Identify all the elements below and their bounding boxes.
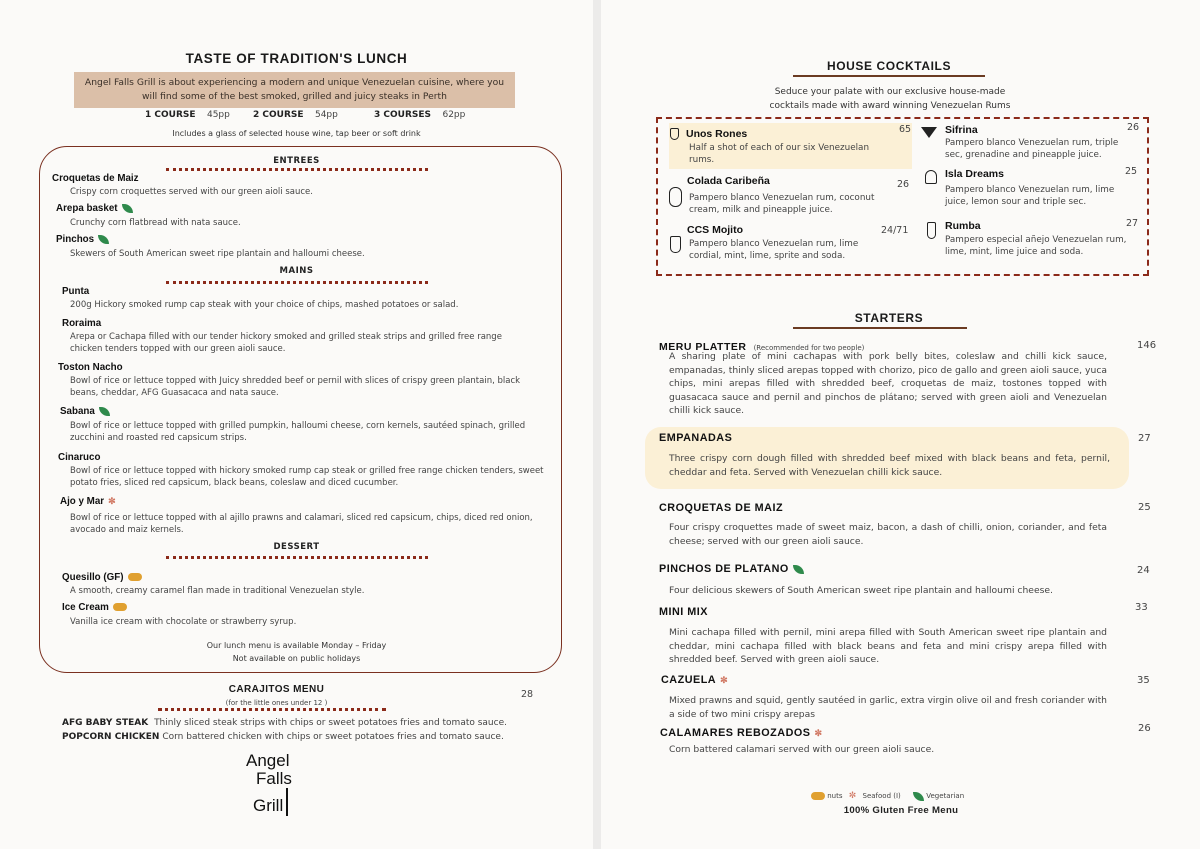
shrimp-icon: ✼ [814, 727, 823, 738]
main-name: Sabana [60, 406, 95, 417]
main-name: Cinaruco [58, 452, 101, 463]
right-menu-page [601, 0, 1200, 849]
main-name: Ajo y Mar [60, 496, 105, 508]
legend-nuts: nuts [827, 792, 843, 800]
entree-item-arepa [56, 203, 133, 214]
course-2 [253, 110, 338, 120]
course-label: 3 COURSES [374, 110, 432, 120]
cocktail-price: 25 [1125, 166, 1138, 177]
starter-price: 33 [1135, 602, 1148, 613]
logo-waterfall-line [286, 788, 288, 816]
starter-name: CAZUELA [661, 674, 717, 686]
course-label: 2 COURSE [253, 110, 304, 120]
starter-name: PINCHOS DE PLATANO [659, 563, 789, 575]
martini-icon [921, 127, 937, 138]
cocktail-desc: Pampero blanco Venezuelan rum, triple sec, grenadine and pineapple juice. [945, 138, 1119, 161]
divider [166, 168, 428, 171]
entree-desc: Skewers of South American sweet ripe plantain and halloumi cheese. [70, 249, 365, 259]
pineapple-icon [669, 187, 682, 207]
shot-glass-icon [670, 128, 679, 140]
lunch-title: TASTE OF TRADITION'S LUNCH [185, 51, 408, 66]
starters-title: STARTERS [854, 311, 924, 325]
starter-item-pinchos [659, 563, 804, 575]
entrees-heading: ENTREES [273, 156, 320, 166]
cocktail-price: 24/71 [881, 225, 909, 236]
dessert-name: Quesillo (GF) [62, 572, 124, 583]
cocktail-name: Sifrina [945, 124, 978, 136]
nuts-icon [128, 573, 142, 581]
cocktail-price: 26 [1127, 122, 1140, 133]
dietary-legend [811, 791, 964, 801]
includes-text: Includes a glass of selected house wine, tap beer or soft drink [172, 129, 421, 138]
starter-price: 25 [1138, 502, 1151, 513]
dessert-desc: A smooth, creamy caramel flan made in traditional Venezuelan style. [70, 586, 365, 596]
entree-name: Pinchos [56, 234, 95, 245]
cocktail-desc: Pampero blanco Venezuelan rum, coconut cream, milk and pineapple juice. [689, 193, 875, 216]
shrimp-icon: ✼ [848, 791, 857, 801]
kids-item-desc: Thinly sliced steak strips with chips or sweet potatoes fries and tomato sauce. [154, 718, 507, 728]
kids-menu-title: CARAJITOS MENU [228, 684, 325, 695]
main-name: Punta [62, 286, 90, 297]
intro-text: Angel Falls Grill is about experiencing a modern and unique Venezuelan cuisine, where you will find some of the best smoked, grilled and juicy steaks in Perth [74, 72, 515, 108]
entree-name: Croquetas de Maiz [52, 173, 139, 184]
nuts-icon [113, 603, 127, 611]
starter-desc: A sharing plate of mini cachapas with pork belly bites, coleslaw and chilli kick sauce, empanadas, thinly sliced arepas topped with chorizo, pico de gallo and green aioli sauce, yuca chips, mini arepas filled with shredded beef, croquetas de maiz, tostones topped with guasacaca sauce and pernil and pinchos de plátano; served with green aioli and Venezuelan chilli kick sauce. [669, 351, 1107, 417]
kids-item-name: POPCORN CHICKEN [62, 732, 160, 742]
divider [166, 556, 428, 559]
main-item-sabana [60, 406, 110, 417]
left-menu-page [0, 0, 593, 849]
cocktails-intro: Seduce your palate with our exclusive house-made cocktails made with award winning Venezuelan Rums [769, 87, 1011, 111]
mojito-icon [670, 236, 681, 253]
cocktail-desc: Half a shot of each of our six Venezuelan rums. [689, 143, 870, 166]
main-desc: Bowl of rice or lettuce topped with al ajillo prawns and calamari, sliced red capsicum, chips, diced red onion, avocado and maiz kernels. [70, 513, 533, 536]
course-price: 62pp [442, 110, 466, 120]
starter-name: MINI MIX [659, 606, 708, 618]
starter-name: EMPANADAS [659, 432, 733, 444]
main-desc: 200g Hickory smoked rump cap steak with your choice of chips, mashed potatoes or salad. [70, 300, 459, 310]
cocktail-name: Unos Rones [686, 128, 748, 140]
starter-price: 24 [1137, 565, 1150, 576]
cocktail-name: Rumba [945, 220, 981, 232]
legend-seafood: Seafood (I) [862, 792, 901, 800]
dessert-heading: DESSERT [273, 542, 320, 552]
vegetarian-leaf-icon [122, 204, 133, 213]
logo-word-falls: Falls [256, 769, 292, 788]
starter-name: CROQUETAS DE MAIZ [659, 502, 784, 514]
starter-desc: Mixed prawns and squid, gently sautéed in garlic, extra virgin olive oil and fresh coriander with a side of two mini crispy arepas [669, 695, 1107, 720]
dessert-item-icecream [62, 602, 127, 613]
entree-desc: Crispy corn croquettes served with our green aioli sauce. [70, 187, 313, 197]
entree-name: Arepa basket [56, 203, 118, 214]
vegetarian-leaf-icon [793, 565, 804, 574]
main-name: Roraima [62, 318, 102, 329]
nuts-icon [811, 792, 825, 800]
cocktail-name: Isla Dreams [945, 168, 1004, 180]
kids-item-steak [62, 718, 507, 728]
divider [166, 281, 428, 284]
title-underline [793, 75, 985, 77]
availability-note: Our lunch menu is available Monday – Friday [206, 641, 387, 650]
starter-name: MERU PLATTER [659, 341, 747, 353]
course-1 [145, 110, 230, 120]
cocktail-price: 65 [899, 124, 912, 135]
cocktails-title: HOUSE COCKTAILS [826, 59, 952, 73]
kids-menu-price: 28 [521, 689, 534, 700]
title-underline [793, 327, 967, 329]
shrimp-icon: ✼ [108, 496, 116, 506]
gluten-free-note: 100% Gluten Free Menu [843, 805, 959, 816]
vegetarian-leaf-icon [98, 235, 109, 244]
kids-item-chicken [62, 732, 504, 742]
main-desc: Bowl of rice or lettuce topped with grilled pumpkin, halloumi cheese, corn kernels, sautéed spinach, grilled zucchini and roasted red capsicum strips. [70, 421, 526, 444]
divider [158, 708, 386, 711]
kids-item-desc: Corn battered chicken with chips or sweet potatoes fries and tomato sauce. [162, 732, 504, 742]
cocktail-desc: Pampero blanco Venezuelan rum, lime cordial, mint, lime, sprite and soda. [689, 239, 859, 262]
course-price: 54pp [314, 110, 338, 120]
starter-desc: Three crispy corn dough filled with shredded beef mixed with black beans and feta, pernil, cheddar and feta. Served with Venezuelan chilli kick sauce. [669, 453, 1110, 478]
cocktail-desc: Pampero blanco Venezuelan rum, lime juice, lemon sour and triple sec. [945, 185, 1115, 208]
main-item-ajo [60, 496, 116, 507]
main-desc: Arepa or Cachapa filled with our tender hickory smoked and grilled steak strips and grilled free range chicken tenders topped with our green aioli sauce. [70, 332, 502, 355]
course-label: 1 COURSE [145, 110, 196, 120]
logo-word-grill: Grill [253, 796, 284, 815]
starter-price: 26 [1138, 723, 1151, 734]
course-price: 45pp [206, 110, 230, 120]
holiday-note: Not available on public holidays [232, 654, 361, 663]
angel-falls-grill-logo [246, 752, 316, 822]
starter-desc: Four crispy croquettes made of sweet maiz, bacon, a dash of chilli, onion, coriander, and feta cheese; served with our green aioli sauce. [669, 522, 1107, 547]
starter-desc: Mini cachapa filled with pernil, mini arepa filled with South American sweet ripe plantain and cheddar, mini cachapa filled with black beans and feta and mini crispy arepa filled with shredded beef. Served with green aioli sauce. [669, 627, 1107, 666]
starter-item-cazuela [661, 674, 728, 686]
main-desc: Bowl of rice or lettuce topped with Juicy shredded beef or pernil with slices of crispy green plantain, black beans, cheddar, AFG Guasacaca and nata sauce. [70, 376, 521, 399]
main-name: Toston Nacho [58, 362, 123, 373]
vegetarian-leaf-icon [99, 407, 110, 416]
kids-item-name: AFG BABY STEAK [62, 718, 149, 728]
mains-heading: MAINS [279, 266, 314, 276]
starter-price: 27 [1138, 433, 1151, 444]
dessert-item-quesillo [62, 572, 142, 583]
cocktail-price: 27 [1126, 218, 1139, 229]
tropical-drink-icon [925, 170, 937, 184]
starter-price: 35 [1137, 675, 1150, 686]
legend-veg: Vegetarian [926, 792, 965, 800]
cocktail-desc: Pampero especial añejo Venezuelan rum, lime, mint, lime juice and soda. [945, 235, 1127, 258]
starter-price: 146 [1137, 340, 1157, 351]
dessert-desc: Vanilla ice cream with chocolate or strawberry syrup. [70, 617, 297, 627]
cocktail-price: 26 [897, 179, 910, 190]
dessert-name: Ice Cream [62, 602, 109, 613]
starter-note: (Recommended for two people) [753, 344, 865, 352]
entree-item-pinchos [56, 234, 109, 245]
kids-menu-subtitle: (for the little ones under 12 ) [225, 699, 328, 707]
entree-desc: Crunchy corn flatbread with nata sauce. [70, 218, 241, 228]
starter-desc: Corn battered calamari served with our green aioli sauce. [669, 744, 935, 755]
starter-desc: Four delicious skewers of South American sweet ripe plantain and halloumi cheese. [669, 585, 1053, 596]
highball-icon [927, 222, 936, 239]
starter-name: CALAMARES REBOZADOS [660, 727, 811, 739]
starter-item-calamares [660, 727, 823, 739]
course-3 [374, 110, 465, 120]
vegetarian-leaf-icon [913, 792, 924, 801]
shrimp-icon: ✼ [720, 674, 729, 685]
cocktail-name: CCS Mojito [687, 224, 743, 236]
main-desc: Bowl of rice or lettuce topped with hickory smoked rump cap steak or grilled free range chicken tenders, sweet potato fries, sliced red capsicum, black beans, coleslaw and diced cucumber. [70, 466, 544, 489]
logo-word-angel: Angel [246, 751, 290, 770]
cocktail-name: Colada Caribeña [687, 175, 770, 187]
